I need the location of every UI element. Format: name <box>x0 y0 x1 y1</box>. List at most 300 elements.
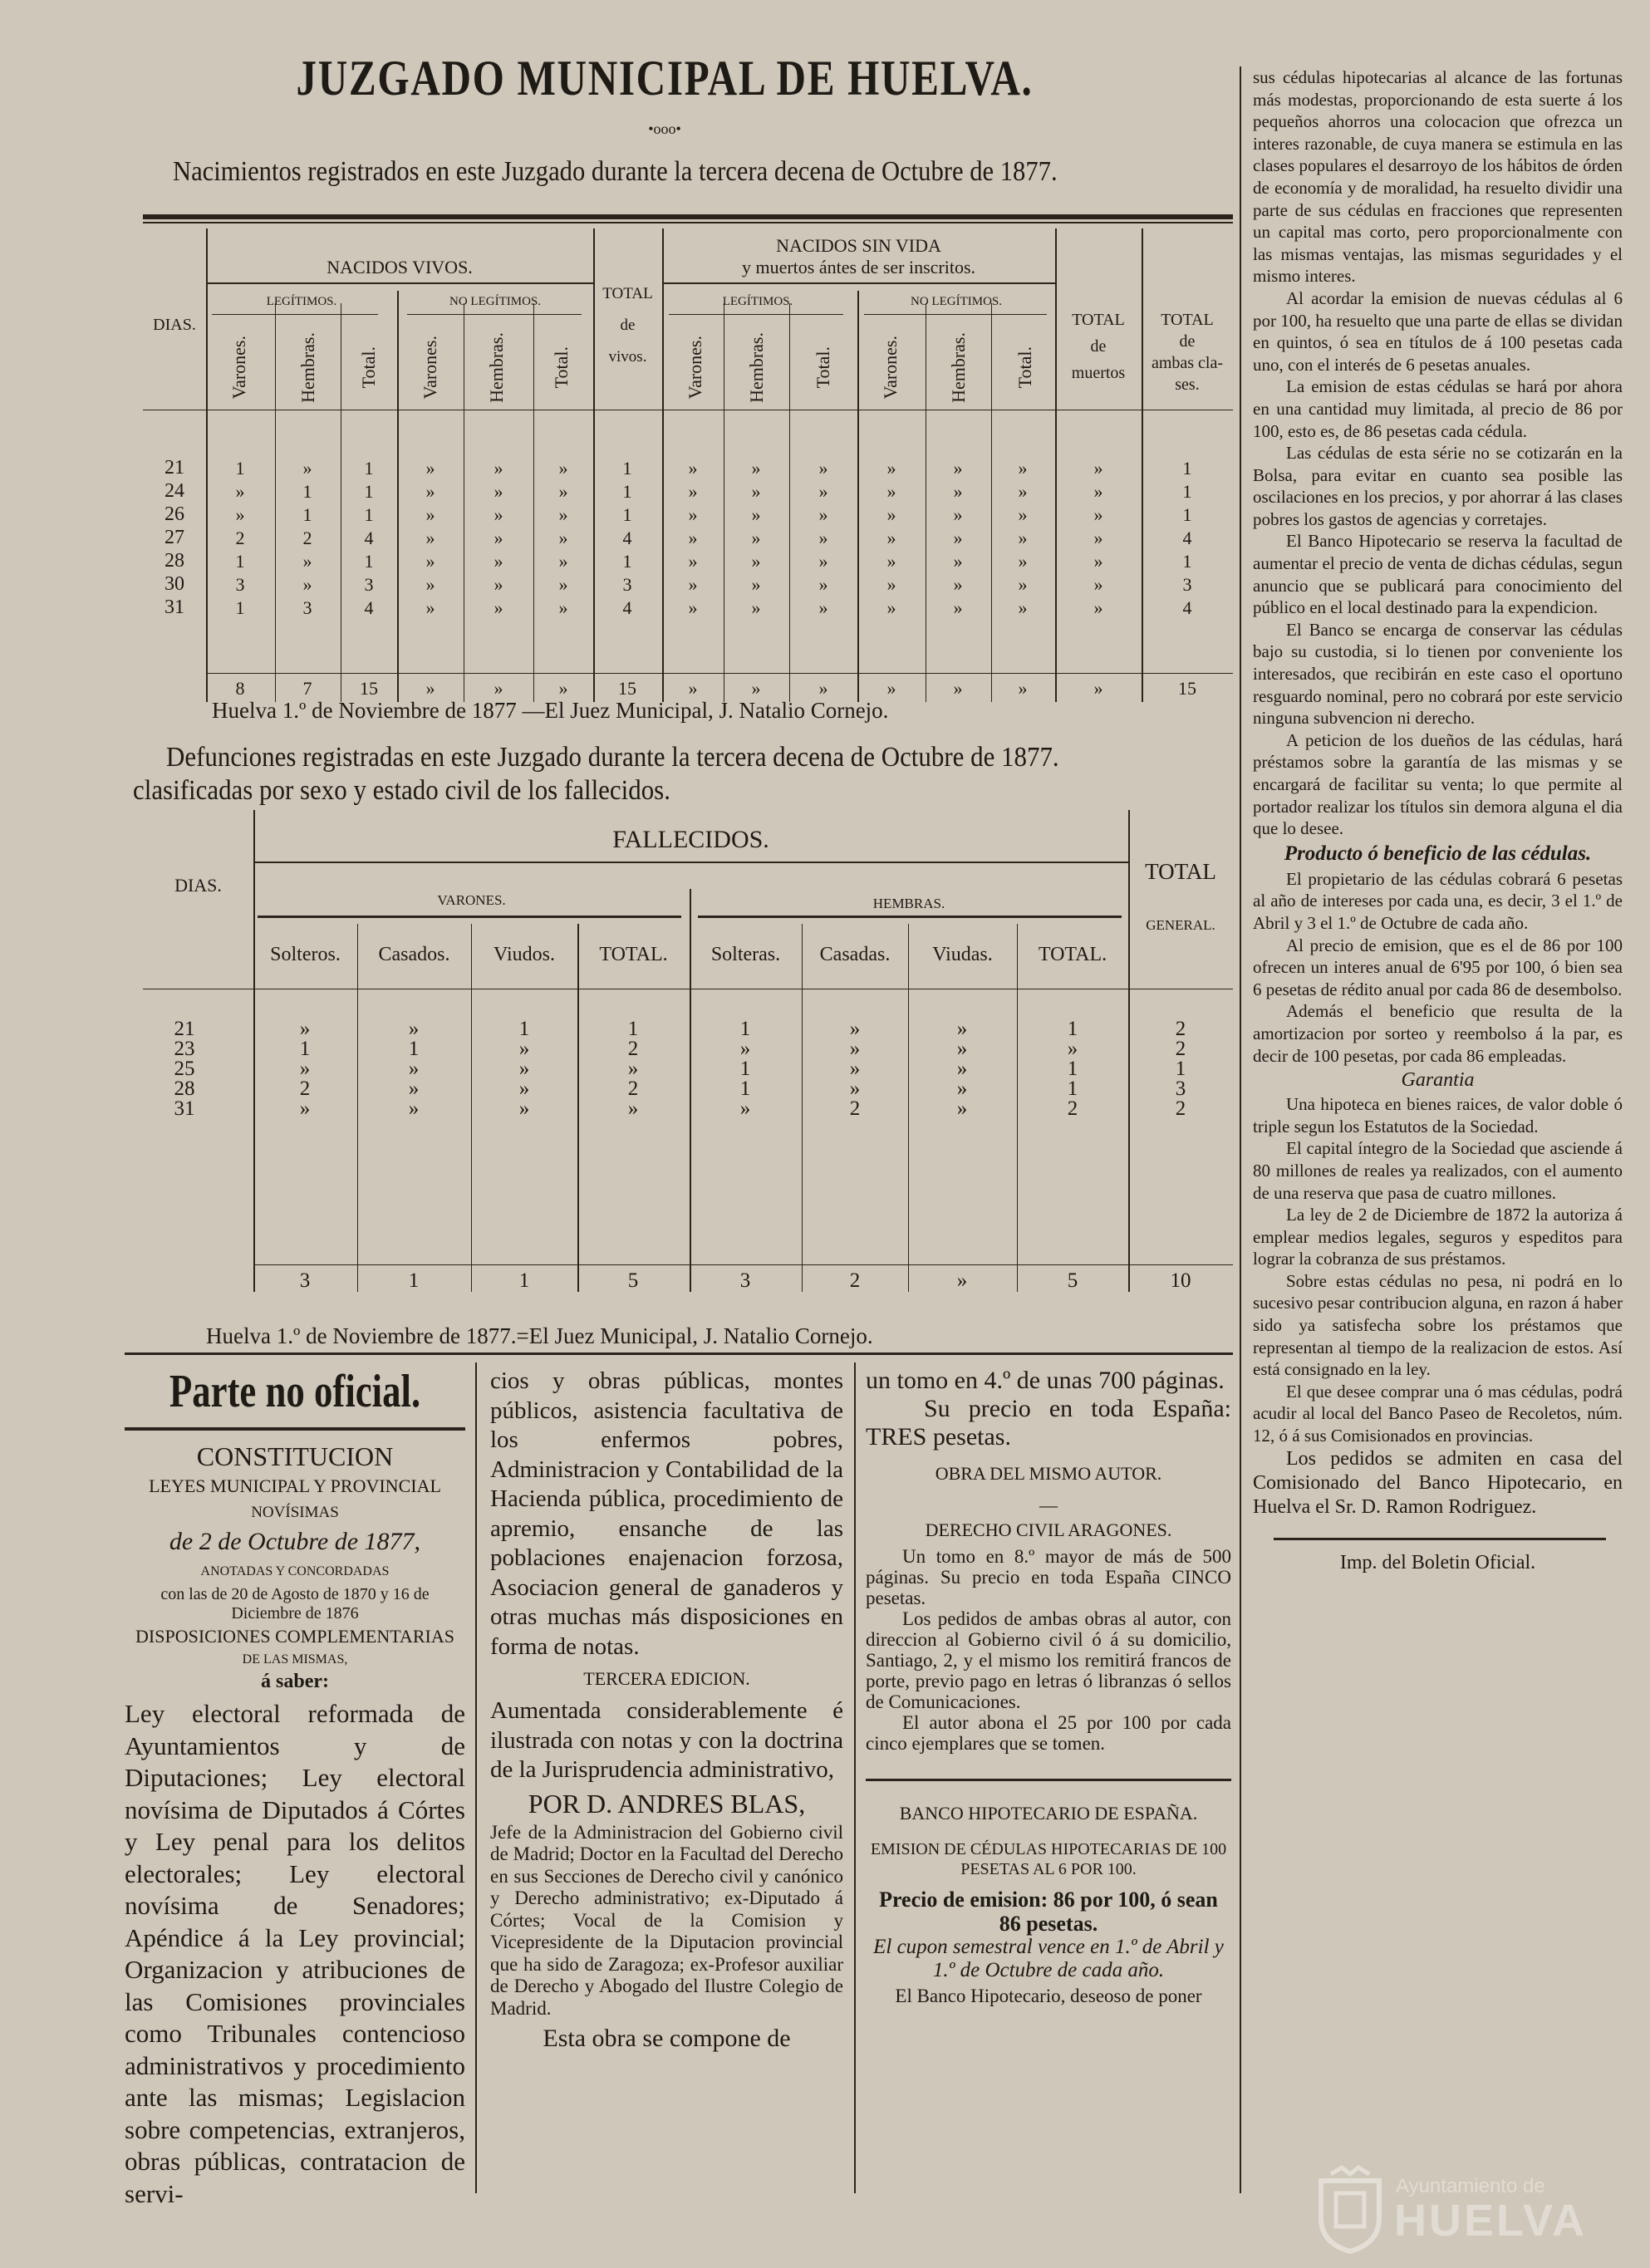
births-cell-3-3: 4 <box>364 528 374 548</box>
births-sub-label-11: Total. <box>1014 346 1035 389</box>
births-sub-label-4: Hembras. <box>486 331 507 403</box>
deaths-cell-4-2: » <box>408 1097 420 1120</box>
births-cell-4-7: 1 <box>622 551 632 572</box>
births-h-total-vivos-0: TOTAL <box>602 285 653 302</box>
deaths-cell-3-0: 28 <box>174 1078 195 1100</box>
deaths-total-3: 1 <box>518 1269 530 1292</box>
city-crest-icon <box>1313 2164 1387 2256</box>
col1-line-7: Diciembre de 1876 <box>231 1604 359 1622</box>
births-cell-5-7: 3 <box>622 574 632 595</box>
deaths-cell-0-6: » <box>849 1018 861 1040</box>
births-cell-4-13: » <box>1018 551 1028 572</box>
col4-p2: Al acordar la emision de nuevas cédulas al 6 por 100, ha resuelto que una parte de ellas se dividan en quintos, ó sea en títulos de á 100 pesetas cada uno, con el interés de 6 pesetas anuales. <box>1253 287 1623 375</box>
deaths-col-6: Viudas. <box>932 944 993 965</box>
deaths-hrule-var <box>258 916 681 918</box>
col4-p15: El que desee comprar una ó mas cédulas, podrá acudir al local del Banco Paseo de Recoletos, núm. 12, ó á sus Comisionados en provincias. <box>1253 1381 1623 1446</box>
births-h-sin-vida-sub: y muertos ántes de ser inscritos. <box>741 257 976 277</box>
col3-p4: Los pedidos de ambas obras al autor, con direccion al Gobierno civil ó á su domicilio, Santiago, 2, y el mismo los remitirá francos de porte, previo pago en letras ó libranzas ó sellos de Comunicaciones. <box>866 1608 1231 1712</box>
births-cell-5-8: » <box>688 574 698 595</box>
births-cell-0-13: » <box>1018 458 1028 479</box>
col1-line-5: ANOTADAS Y CONCORDADAS <box>200 1564 390 1578</box>
col1-line-9: DE LAS MISMAS, <box>242 1652 348 1667</box>
births-cell-3-4: » <box>425 528 435 548</box>
births-cell-1-11: » <box>886 481 896 502</box>
births-cell-6-9: » <box>751 597 761 618</box>
births-cell-4-12: » <box>953 551 963 572</box>
deaths-total-6: 2 <box>849 1269 861 1292</box>
births-sub-label-0: Varones. <box>228 335 249 400</box>
births-cell-2-14: » <box>1093 504 1103 525</box>
births-cell-0-14: » <box>1093 458 1103 479</box>
births-cell-3-13: » <box>1018 528 1028 548</box>
deaths-cell-4-0: 31 <box>174 1097 195 1120</box>
deaths-cell-2-4: » <box>627 1058 639 1080</box>
deaths-cell-2-6: » <box>849 1058 861 1080</box>
col4-p7: A peticion de los dueños de las cédulas, hará préstamos sobre la garantía de las mismas y se encargará de facilitar su venta; lo que permite al portador realizar los títulos sin demora alguna el dia que lo desee. <box>1253 729 1623 839</box>
col-divider-1 <box>475 1362 477 2193</box>
births-cell-1-1: » <box>235 481 245 502</box>
births-sub-col-2 <box>341 326 397 409</box>
births-total-6: » <box>558 678 568 699</box>
births-cell-1-7: 1 <box>622 481 632 502</box>
deaths-col-4: Solteras. <box>710 944 781 965</box>
births-cell-2-9: » <box>751 504 761 525</box>
births-cell-2-6: » <box>558 504 568 525</box>
births-sub-label-8: Total. <box>813 346 833 389</box>
deaths-cell-4-7: » <box>956 1097 968 1120</box>
deaths-total-8: 5 <box>1067 1269 1078 1292</box>
births-sub-col-10 <box>926 326 992 409</box>
births-h-total-vivos-1: de <box>620 317 636 334</box>
births-cell-3-5: » <box>494 528 503 548</box>
col4-p13: La ley de 2 de Diciembre de 1872 la autoriza á emplear medios legales, seguros y espeditos para lograr la cobranza de sus préstamos. <box>1253 1205 1623 1269</box>
births-total-11: » <box>886 678 896 699</box>
deaths-col-2: Viudos. <box>494 944 555 965</box>
deaths-cell-3-6: » <box>849 1078 861 1100</box>
births-cell-6-6: » <box>558 597 568 618</box>
deaths-signature: Huelva 1.º de Noviembre de 1877.=El Juez Municipal, J. Natalio Cornejo. <box>206 1323 873 1348</box>
col4-p9: Al precio de emision, que es el de 86 por 100 ofrecen un interes anual de 6'95 por 100, ó bien sea 6 pesetas de rédito anual por cada 86 de desembolso. <box>1253 935 1623 999</box>
births-cell-1-2: 1 <box>302 481 312 502</box>
births-cell-6-13: » <box>1018 597 1028 618</box>
deaths-vrule-major-0 <box>253 810 255 1292</box>
watermark-line-1: Ayuntamiento de <box>1396 2175 1545 2197</box>
col2-edition: TERCERA EDICION. <box>583 1668 750 1689</box>
deaths-cell-4-9: 2 <box>1175 1097 1186 1120</box>
births-h-leg-vivos: LEGÍTIMOS. <box>266 295 337 308</box>
deaths-cell-1-0: 23 <box>174 1038 195 1060</box>
births-total-9: » <box>751 678 761 699</box>
col4-p16: Los pedidos se admiten en casa del Comisionado del Banco Hipotecario, en Huelva el Sr. D. Ramon Rodriguez. <box>1253 1447 1623 1518</box>
col1-line-6: con las de 20 de Agosto de 1870 y 16 de <box>160 1585 430 1603</box>
births-cell-5-5: » <box>494 574 503 595</box>
births-cell-4-5: » <box>494 551 503 572</box>
deaths-cell-0-0: 21 <box>174 1018 195 1040</box>
births-hrule-noleg2 <box>864 314 1047 315</box>
deaths-cell-4-6: 2 <box>849 1097 861 1120</box>
column-2 <box>490 1367 843 2058</box>
births-cell-3-11: » <box>886 528 896 548</box>
births-cell-4-6: » <box>558 551 568 572</box>
births-total-14: » <box>1093 678 1103 699</box>
col1-line-3: NOVÍSIMAS <box>251 1504 339 1521</box>
births-cell-6-8: » <box>688 597 698 618</box>
column-3 <box>866 1367 1231 2010</box>
col4-p4: Las cédulas de esta série no se cotizarán en la Bolsa, para evitar en cuanto sea posible las oscilaciones en los precios, y por ahorrar á las clases pobres los gastos de agencias y corretajes. <box>1253 443 1623 529</box>
births-vrule-major-3 <box>1055 228 1057 702</box>
births-cell-6-4: » <box>425 597 435 618</box>
births-cell-6-3: 4 <box>364 597 374 618</box>
deaths-cell-3-4: 2 <box>627 1078 639 1100</box>
deaths-h-varones: VARONES. <box>437 892 506 908</box>
births-h-leg-sin: LEGÍTIMOS. <box>722 295 793 308</box>
col4-p5: El Banco Hipotecario se reserva la facultad de aumentar el precio de venta de dichas cédulas, segun anuncio que se publicará para conocimiento del público en el local destinado para la expendicion. <box>1253 531 1623 618</box>
deaths-total-1: 3 <box>299 1269 311 1292</box>
births-cell-3-15: 4 <box>1182 528 1192 548</box>
births-sub-col-1 <box>275 326 341 409</box>
births-cell-2-11: » <box>886 504 896 525</box>
births-cell-5-6: » <box>558 574 568 595</box>
deaths-cell-1-8: » <box>1067 1038 1078 1060</box>
col3-p1: un tomo en 4.º de unas 700 páginas. <box>866 1367 1225 1394</box>
deaths-caption-1: Defunciones registradas en este Juzgado durante la tercera decena de Octubre de 1877. <box>166 742 1059 773</box>
births-h-total-muertos-2: muertos <box>1071 364 1126 382</box>
births-cell-4-2: » <box>302 551 312 572</box>
births-cell-2-0: 26 <box>165 503 184 525</box>
births-total-2: 7 <box>302 678 312 699</box>
births-cell-6-12: » <box>953 597 963 618</box>
births-cell-4-11: » <box>886 551 896 572</box>
births-total-1: 8 <box>235 678 245 699</box>
births-h-noleg-sin: NO LEGÍTIMOS. <box>911 295 1002 308</box>
col3-p3: Un tomo en 8.º mayor de más de 500 páginas. Su precio en toda España CINCO pesetas. <box>866 1546 1231 1608</box>
births-cell-2-15: 1 <box>1182 504 1192 525</box>
births-h-total-ambas-2: ambas cla- <box>1151 354 1224 372</box>
births-cell-0-3: 1 <box>364 458 374 479</box>
births-cell-2-3: 1 <box>364 504 374 525</box>
births-cell-1-4: » <box>425 481 435 502</box>
deaths-cell-2-0: 25 <box>174 1058 195 1080</box>
col1-line-1: CONSTITUCION <box>196 1441 394 1471</box>
deaths-cell-1-2: 1 <box>408 1038 420 1060</box>
births-h-total-muertos-1: de <box>1090 337 1107 356</box>
births-cell-2-5: » <box>494 504 503 525</box>
births-hrule-leg <box>212 314 378 315</box>
deaths-cell-0-9: 2 <box>1175 1018 1186 1040</box>
births-cell-5-2: » <box>302 574 312 595</box>
deaths-cell-4-3: » <box>518 1097 530 1120</box>
births-sub-col-11 <box>991 326 1059 409</box>
births-cell-5-3: 3 <box>364 574 374 595</box>
deaths-cell-2-8: 1 <box>1067 1058 1078 1080</box>
births-cell-0-5: » <box>494 458 503 479</box>
births-cell-4-1: 1 <box>235 551 245 572</box>
births-cell-4-8: » <box>688 551 698 572</box>
col4-p3: La emision de estas cédulas se hará por ahora en una cantidad muy limitada, al precio de 86 por 100, esto es, de 86 pesetas cada cédula. <box>1253 376 1623 441</box>
births-cell-1-8: » <box>688 481 698 502</box>
page-title: JUZGADO MUNICIPAL DE HUELVA. <box>296 51 1034 106</box>
births-cell-3-6: » <box>558 528 568 548</box>
deaths-cell-3-3: » <box>518 1078 530 1100</box>
births-top-rule <box>143 214 1233 219</box>
births-cell-6-1: 1 <box>235 597 245 618</box>
column-4 <box>1253 66 1623 1575</box>
col1-body: Ley electoral reformada de Ayuntamientos y de Diputaciones; Ley electoral novísima de Diputados á Córtes y Ley penal para los delitos electorales; Ley electoral novísima de Senadores; Apéndice á la Ley provincial; Organizacion y atribuciones de las Comisiones provinciales como Tribunales contencioso administrativos y procedimiento ante las mismas; Legislacion sobre competencias, extranjeros, obras públicas, contratacion de servi- <box>125 1699 465 2208</box>
births-cell-3-1: 2 <box>235 528 245 548</box>
deaths-cell-0-8: 1 <box>1067 1018 1078 1040</box>
deaths-cell-0-2: » <box>408 1018 420 1040</box>
births-cell-3-2: 2 <box>302 528 312 548</box>
heading-rule <box>125 1427 465 1431</box>
births-cell-0-10: » <box>818 458 828 479</box>
col3-h4: EMISION DE CÉDULAS HIPOTECARIAS DE 100 PESETAS AL 6 POR 100. <box>870 1840 1227 1878</box>
deaths-col-1: Casados. <box>378 944 450 965</box>
deaths-vrule-minor-6 <box>1017 924 1018 1292</box>
births-total-15: 15 <box>1178 678 1196 699</box>
deaths-caption-2: clasificadas por sexo y estado civil de los fallecidos. <box>133 775 670 806</box>
deaths-col-7: TOTAL. <box>1038 944 1107 965</box>
births-total-12: » <box>953 678 963 699</box>
births-cell-5-1: 3 <box>235 574 245 595</box>
births-total-7: 15 <box>618 678 636 699</box>
births-cell-1-9: » <box>751 481 761 502</box>
births-sub-col-6 <box>662 326 729 409</box>
col2-p4: Esta obra se compone de <box>543 2025 791 2052</box>
deaths-cell-2-5: 1 <box>739 1058 751 1080</box>
births-cell-0-2: » <box>302 458 312 479</box>
deaths-cell-2-7: » <box>956 1058 968 1080</box>
col3-price: Precio de emision: 86 por 100, ó sean 86 pesetas. <box>879 1888 1218 1936</box>
col4-p8: El propietario de las cédulas cobrará 6 pesetas al año de intereses por cada una, es decir, 3 el 1.º de Abril y 3 el 1.º de Octubre de cada año. <box>1253 868 1623 933</box>
col3-dash: — <box>1039 1495 1058 1515</box>
deaths-cell-4-5: » <box>739 1097 751 1120</box>
col4-p11: Una hipoteca en bienes raices, de valor doble ó triple segun los Estatutos de la Sociedad. <box>1253 1094 1623 1136</box>
births-top-rule-thin <box>143 222 1233 223</box>
births-cell-3-12: » <box>953 528 963 548</box>
deaths-total-9: 10 <box>1170 1269 1191 1292</box>
births-cell-6-11: » <box>886 597 896 618</box>
huelva-watermark <box>1313 2160 1628 2260</box>
col4-h1: Producto ó beneficio de las cédulas. <box>1284 842 1592 865</box>
births-cell-0-0: 21 <box>165 457 184 479</box>
col2-p2: Aumentada considerablemente é ilustrada con notas y con la doctrina de la Jurisprudencia administrativo, <box>490 1697 843 1783</box>
births-cell-0-4: » <box>425 458 435 479</box>
births-cell-5-14: » <box>1093 574 1103 595</box>
deaths-cell-0-4: 1 <box>627 1018 639 1040</box>
births-cell-4-0: 28 <box>165 550 184 572</box>
watermark-line-2: HUELVA <box>1394 2196 1587 2246</box>
births-hrule-vivos <box>206 282 593 284</box>
col4-rule <box>1274 1538 1606 1540</box>
births-cell-2-2: 1 <box>302 504 312 525</box>
deaths-col-0: Solteros. <box>270 944 341 965</box>
col3-h3: BANCO HIPOTECARIO DE ESPAÑA. <box>899 1803 1198 1824</box>
deaths-h-fallecidos: FALLECIDOS. <box>612 826 769 853</box>
births-sub-label-10: Hembras. <box>948 331 969 403</box>
births-h-dias: DIAS. <box>153 316 196 334</box>
births-cell-0-9: » <box>751 458 761 479</box>
col3-rule <box>866 1779 1231 1781</box>
births-total-8: » <box>688 678 698 699</box>
col4-p6: El Banco se encarga de conservar las cédulas bajo su custodia, si lo tienen por conveniente los interesados, que recibirán en este caso el oportuno resguardo nominal, pero no cobrará por este servicio ninguna subvencion ni derecho. <box>1253 619 1623 729</box>
births-cell-6-10: » <box>818 597 828 618</box>
col3-h1: OBRA DEL MISMO AUTOR. <box>935 1463 1162 1484</box>
deaths-total-4: 5 <box>627 1269 639 1292</box>
births-cell-6-2: 3 <box>302 597 312 618</box>
births-cell-3-7: 4 <box>622 528 632 548</box>
births-sub-label-5: Total. <box>551 346 572 389</box>
deaths-h-hembras: HEMBRAS. <box>872 896 945 911</box>
deaths-cell-0-1: » <box>299 1018 311 1040</box>
deaths-cell-2-9: 1 <box>1175 1058 1186 1080</box>
births-cell-5-11: » <box>886 574 896 595</box>
births-cell-2-13: » <box>1018 504 1028 525</box>
deaths-cell-4-4: » <box>627 1097 639 1120</box>
deaths-h-total: TOTAL <box>1145 859 1216 884</box>
col3-coupon: El cupon semestral vence en 1.º de Abril y 1.º de Octubre de cada año. <box>873 1936 1224 1981</box>
births-cell-1-13: » <box>1018 481 1028 502</box>
title-ornament: •ooo• <box>648 120 681 137</box>
deaths-cell-2-1: » <box>299 1058 311 1080</box>
deaths-cell-1-1: 1 <box>299 1038 311 1060</box>
deaths-cell-4-1: » <box>299 1097 311 1120</box>
births-cell-5-13: » <box>1018 574 1028 595</box>
births-sub-col-7 <box>724 326 790 409</box>
deaths-hrule-fall <box>253 862 1128 863</box>
deaths-vrule-minor-0 <box>357 924 358 1292</box>
deaths-col-5: Casadas. <box>819 944 891 965</box>
births-signature: Huelva 1.º de Noviembre de 1877 —El Juez Municipal, J. Natalio Cornejo. <box>212 698 889 723</box>
births-sub-col-3 <box>397 326 464 409</box>
births-cell-2-4: » <box>425 504 435 525</box>
deaths-hrule-hem <box>698 916 1122 918</box>
births-h-total-ambas-1: de <box>1179 332 1196 351</box>
births-total-10: » <box>818 678 828 699</box>
births-cell-2-1: » <box>235 504 245 525</box>
deaths-hrule-total <box>253 1264 1233 1265</box>
births-hrule-total <box>206 673 1233 674</box>
births-h-sin-vida: NACIDOS SIN VIDA <box>776 235 941 256</box>
deaths-cell-1-3: » <box>518 1038 530 1060</box>
births-cell-0-7: 1 <box>622 458 632 479</box>
deaths-vrule-minor-5 <box>908 924 909 1292</box>
deaths-cell-3-2: » <box>408 1078 420 1100</box>
births-vrule-major-4 <box>1142 228 1143 702</box>
deaths-cell-3-1: 2 <box>299 1078 311 1100</box>
births-h-noleg-vivos: NO LEGÍTIMOS. <box>449 295 541 308</box>
deaths-cell-1-7: » <box>956 1038 968 1060</box>
births-h-total-ambas-3: ses. <box>1175 376 1200 394</box>
births-cell-1-12: » <box>953 481 963 502</box>
births-total-4: » <box>425 678 435 699</box>
births-sub-col-0 <box>206 326 273 409</box>
births-cell-4-3: 1 <box>364 551 374 572</box>
births-cell-5-12: » <box>953 574 963 595</box>
col4-p1: sus cédulas hipotecarias al alcance de las fortunas más modestas, proporcionando de esta suerte á los pequeños ahorros una colocacion que ofrezca un interes razonable, de cuya manera se estimula en las clases populares el desarroyo de los hábitos de órden de economía y de moralidad, ha resuelto dividir una parte de sus cédulas en fracciones que representen un capital mas corto, pero proporcionalmente con las mismas ventajas, las mismas seguridades y el mismo interes. <box>1253 67 1623 287</box>
births-cell-6-0: 31 <box>165 596 184 618</box>
births-cell-6-14: » <box>1093 597 1103 618</box>
deaths-cell-0-5: 1 <box>739 1018 751 1040</box>
births-cell-2-7: 1 <box>622 504 632 525</box>
births-h-total-vivos-2: vivos. <box>608 348 647 366</box>
col-divider-2 <box>854 1362 856 2193</box>
births-cell-3-10: » <box>818 528 828 548</box>
births-cell-1-5: » <box>494 481 503 502</box>
births-total-5: » <box>494 678 503 699</box>
births-sub-label-6: Varones. <box>685 335 705 400</box>
deaths-cell-3-5: 1 <box>739 1078 751 1100</box>
births-sub-col-8 <box>789 326 857 409</box>
deaths-cell-0-3: 1 <box>518 1018 530 1040</box>
births-sub-label-7: Hembras. <box>746 331 767 403</box>
births-cell-3-0: 27 <box>165 527 184 548</box>
deaths-total-2: 1 <box>408 1269 420 1292</box>
births-sub-label-9: Varones. <box>880 335 901 400</box>
births-cell-4-14: » <box>1093 551 1103 572</box>
births-cell-3-14: » <box>1093 528 1103 548</box>
deaths-cell-4-8: 2 <box>1067 1097 1078 1120</box>
births-cell-5-0: 30 <box>165 573 184 595</box>
births-cell-0-12: » <box>953 458 963 479</box>
deaths-cell-2-3: » <box>518 1058 530 1080</box>
col-divider-3 <box>1240 66 1241 2193</box>
births-cell-1-0: 24 <box>165 480 184 502</box>
births-total-3: 15 <box>360 678 378 699</box>
col1-line-8: DISPOSICIONES COMPLEMENTARIAS <box>135 1626 454 1647</box>
deaths-cell-1-9: 2 <box>1175 1038 1186 1060</box>
births-cell-5-4: » <box>425 574 435 595</box>
births-h-nacidos-vivos: NACIDOS VIVOS. <box>327 257 473 277</box>
births-cell-2-8: » <box>688 504 698 525</box>
births-cell-4-10: » <box>818 551 828 572</box>
births-cell-1-3: 1 <box>364 481 374 502</box>
births-total-13: » <box>1018 678 1028 699</box>
deaths-col-3: TOTAL. <box>599 944 668 965</box>
births-cell-2-10: » <box>818 504 828 525</box>
col1-line-2: LEYES MUNICIPAL Y PROVINCIAL <box>149 1475 441 1496</box>
deaths-total-7: » <box>956 1269 968 1292</box>
col2-author: POR D. ANDRES BLAS, <box>528 1788 806 1819</box>
births-cell-1-10: » <box>818 481 828 502</box>
col4-imprint: Imp. del Boletin Oficial. <box>1339 1551 1536 1573</box>
col4-p14: Sobre estas cédulas no pesa, ni podrá en lo sucesivo pesar contribucion alguna, en razon á haber sido ya satisfecha sobre los préstamos que representan al tiempo de la realizacion de estos. Así está consignado en la ley. <box>1253 1270 1623 1380</box>
deaths-cell-1-6: » <box>849 1038 861 1060</box>
deaths-cell-2-2: » <box>408 1058 420 1080</box>
births-cell-1-14: » <box>1093 481 1103 502</box>
births-hrule-sinvida <box>662 282 1055 284</box>
deaths-h-dias: DIAS. <box>174 875 222 896</box>
births-cell-4-15: 1 <box>1182 551 1192 572</box>
deaths-cell-0-7: » <box>956 1018 968 1040</box>
bottom-section-rule <box>125 1352 1233 1355</box>
births-cell-2-12: » <box>953 504 963 525</box>
deaths-vrule-minor-4 <box>802 924 803 1292</box>
deaths-cell-3-8: 1 <box>1067 1078 1078 1100</box>
col3-h2: DERECHO CIVIL ARAGONES. <box>925 1519 1172 1540</box>
births-h-total-muertos-0: TOTAL <box>1072 311 1125 329</box>
deaths-cell-1-5: » <box>739 1038 751 1060</box>
births-cell-5-10: » <box>818 574 828 595</box>
col3-p5: El autor abona el 25 por 100 por cada cinco ejemplares que se tomen. <box>866 1712 1231 1754</box>
births-cell-1-15: 1 <box>1182 481 1192 502</box>
deaths-total-5: 3 <box>739 1269 751 1292</box>
births-cell-5-15: 3 <box>1182 574 1192 595</box>
births-sub-col-5 <box>533 326 590 409</box>
births-sub-label-1: Hembras. <box>297 331 318 403</box>
births-hrule-noleg <box>407 314 582 315</box>
births-cell-0-1: 1 <box>235 458 245 479</box>
col2-p3: Jefe de la Administracion del Gobierno civil de Madrid; Doctor en la Facultad del Derecho en sus Secciones de Derecho civil y canónico y Derecho administrativo; ex-Diputado á Córtes; Vocal de la Comision y Vicepresidente de la Diputacion provincial que ha sido de Zaragoza; ex-Profesor auxiliar de Derecho y Abogado del Ilustre Colegio de Madrid. <box>490 1821 843 2019</box>
